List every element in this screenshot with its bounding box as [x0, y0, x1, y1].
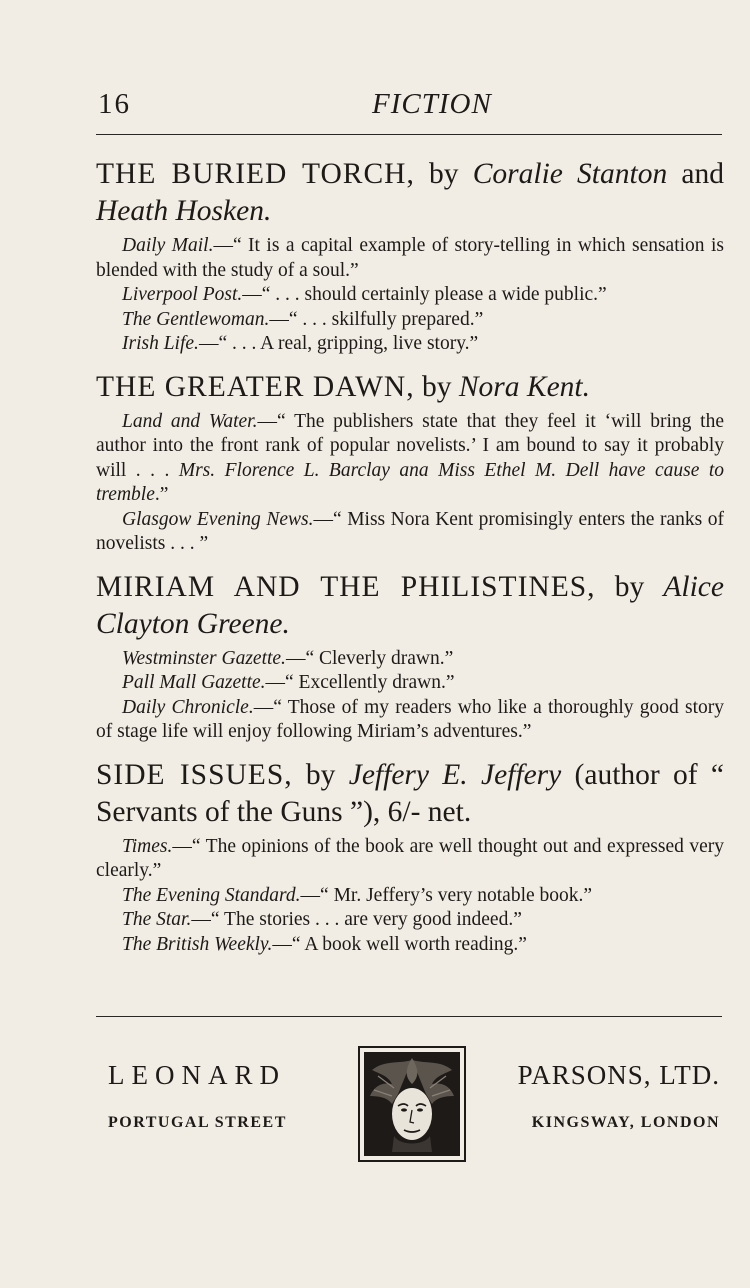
- address-right: KINGSWAY, LONDON: [531, 1114, 720, 1131]
- author-name: Alice Clayton Greene.: [96, 570, 724, 640]
- review-text: —“ Miss Nora Kent promisingly enters the ranks of novelists . . . ”: [96, 508, 725, 554]
- publisher-imprint: [96, 1046, 724, 1166]
- review-quote: [96, 908, 724, 933]
- review-source: Liverpool Post.: [122, 284, 243, 305]
- review-quote: [96, 835, 724, 884]
- author-tail: (author of “ Servants of the Guns ”), 6/- net.: [96, 758, 725, 828]
- author-join: and: [667, 158, 724, 190]
- running-head: FICTION: [372, 88, 492, 120]
- page-header: [96, 88, 724, 128]
- review-source: The Evening Standard.: [122, 884, 301, 906]
- review-text: —“ It is a capital example of story-telling in which sensation is blended with the study of a soul.”: [96, 235, 724, 281]
- publisher-name-left: LEONARD: [108, 1060, 286, 1090]
- review-source: Daily Mail.: [122, 235, 214, 256]
- review-text: —“ . . . should certainly please a wide public.”: [242, 284, 607, 305]
- review-source: Pall Mall Gazette.: [122, 672, 266, 693]
- review-text: —“ The stories . . . are very good indeed.”: [191, 909, 522, 930]
- review-source: Land and Water.: [122, 410, 258, 432]
- review-quote: [96, 508, 724, 557]
- address-left: PORTUGAL STREET: [108, 1114, 287, 1131]
- review-source: Daily Chronicle.: [122, 696, 254, 718]
- book-entry: [96, 369, 724, 557]
- book-title-line: [96, 156, 724, 230]
- review-quote: [96, 933, 724, 958]
- review-text: —“ A book well worth reading.”: [272, 933, 527, 955]
- review-source: Times.: [122, 835, 173, 857]
- review-source: Westminster Gazette.: [122, 647, 286, 669]
- book-list: [96, 156, 724, 967]
- author-name: Jeffery E. Jeffery: [348, 758, 562, 791]
- review-text: —“ The publishers state that they feel it ‘will bring the author into the front rank of popular novelists.’ I am bound to say it probably will . . .: [96, 410, 724, 481]
- book-title-line: [96, 369, 724, 406]
- review-text: —“ Cleverly drawn.”: [285, 647, 454, 669]
- review-source: Irish Life.: [122, 333, 199, 354]
- by-word: by: [292, 758, 349, 791]
- book-title: MIRIAM AND THE PHILISTINES,: [96, 570, 596, 603]
- book-entry: [96, 757, 724, 958]
- book-title: SIDE ISSUES,: [96, 758, 293, 791]
- review-quote: [96, 234, 724, 283]
- by-word: by: [595, 570, 664, 603]
- review-text: —“ Excellently drawn.”: [265, 672, 455, 693]
- review-quote: [96, 696, 724, 745]
- review-text: —“ Those of my readers who like a thoroughly good story of stage life will enjoy following Miriam’s adventures.”: [96, 696, 724, 742]
- review-source: The Gentlewoman.: [122, 308, 270, 330]
- footer-rule: [96, 1016, 722, 1017]
- review-quote: [96, 647, 724, 672]
- review-text: —“ Mr. Jeffery’s very notable book.”: [300, 884, 593, 906]
- green-man-face-emblem-icon: [358, 1046, 466, 1162]
- book-title: THE BURIED TORCH,: [96, 158, 415, 190]
- review-quote: [96, 410, 724, 508]
- review-quote: [96, 332, 724, 357]
- review-text: —“ . . . skilfully prepared.”: [269, 308, 484, 330]
- author-name: Heath Hosken.: [96, 195, 272, 227]
- review-text: —“ . . . A real, gripping, live story.”: [198, 333, 479, 354]
- review-quote: [96, 308, 724, 333]
- review-tail-end: .”: [154, 484, 169, 505]
- review-source: Glasgow Evening News.: [122, 508, 314, 530]
- book-title-line: [96, 757, 724, 831]
- by-word: by: [414, 158, 473, 190]
- review-source: The Star.: [122, 909, 192, 930]
- review-text: —“ The opinions of the book are well thought out and expressed very clearly.”: [96, 835, 724, 881]
- author-name: Nora Kent.: [458, 370, 590, 403]
- author-name: Coralie Stanton: [472, 158, 668, 190]
- book-title: THE GREATER DAWN,: [96, 370, 415, 403]
- by-word: by: [414, 370, 459, 403]
- header-rule: [96, 134, 722, 135]
- review-quote: [96, 884, 724, 909]
- review-italic-tail: Mrs. Florence L. Barclay ana Miss Ethel M. Dell have cause to tremble: [96, 459, 724, 505]
- book-title-line: [96, 569, 724, 643]
- publisher-name-right: PARSONS, LTD.: [517, 1060, 720, 1090]
- book-entry: [96, 569, 724, 745]
- page-number: 16: [98, 88, 131, 120]
- review-quote: [96, 671, 724, 696]
- book-entry: [96, 156, 724, 357]
- review-quote: [96, 283, 724, 308]
- review-source: The British Weekly.: [122, 933, 273, 955]
